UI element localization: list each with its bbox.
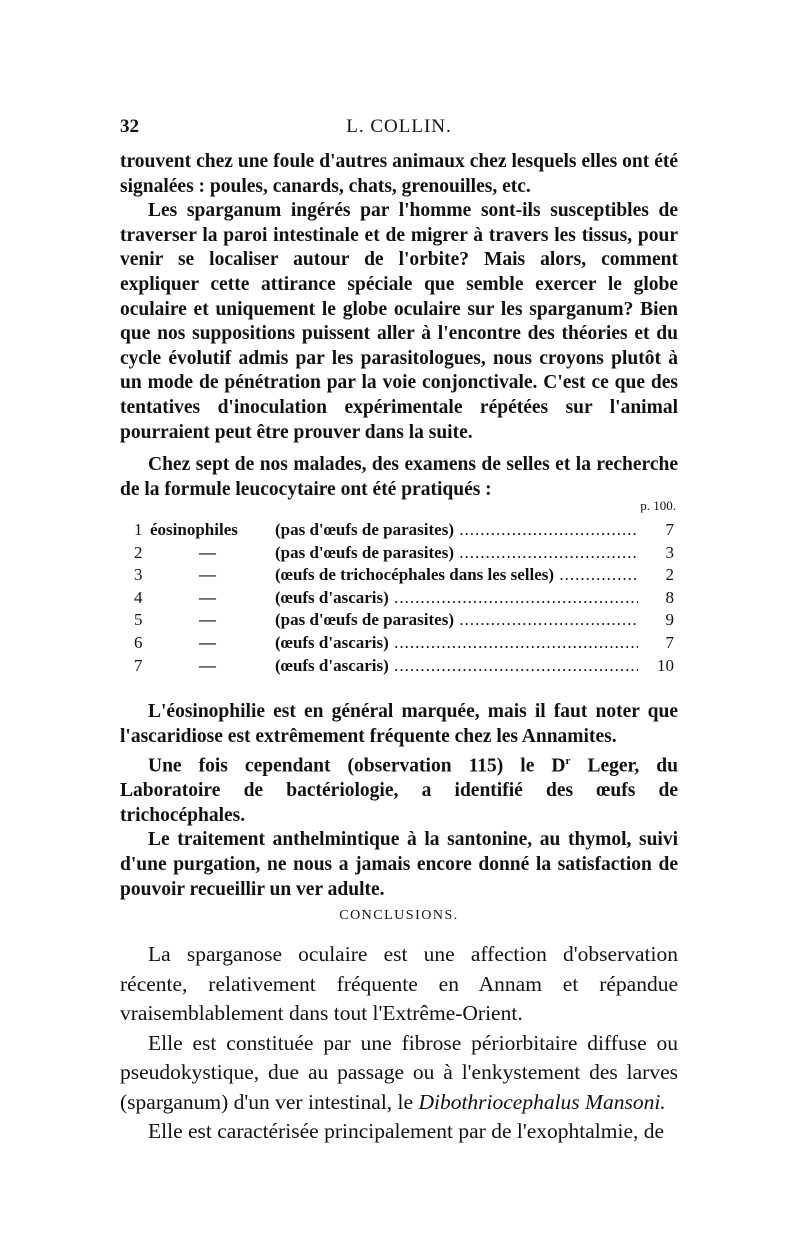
row-value: 2 (665, 565, 674, 585)
row-number: 1 (134, 520, 143, 539)
row-description: (œufs d'ascaris) ..... (275, 656, 638, 676)
row-value: 9 (665, 610, 674, 630)
row-ditto-dash: — (199, 565, 216, 585)
page-header (120, 116, 678, 142)
running-title: L. COLLIN. (346, 116, 452, 137)
row-description: (œufs d'ascaris) ..... (275, 588, 638, 608)
species-name: Dibothriocephalus Mansoni. (418, 1089, 666, 1114)
row-value: 3 (665, 542, 674, 562)
row-description: (pas d'œufs de parasites) ..... (275, 520, 638, 540)
table-row (120, 633, 678, 656)
paragraph-sparganum-migration: Les sparganum ingérés par l'homme sont-ils susceptibles de traverser la paroi intestinale et de migrer à travers les tissus, pour venir se localiser autour de l'orbite? Mais alors, comment expliquer cette attirance spéciale que semble exercer le globe oculaire et uniquement le globe oculaire sur les sparganum? Bien que nos suppositions puissent aller à l'encontre des théories et du cycle évolutif admis par les parasitologues, nous croyons plutôt à un mode de pénétration par la voie conjonctivale. C'est ce que des tentatives d'inoculation expérimentale répétées sur l'animal pourraient peut être prouver dans la suite. (120, 200, 678, 443)
conclusion-paragraph: La sparganose oculaire est une affection d'observation récente, relativement fréquente en Annam et répandue vraisemblablement dans tout l'Extrême-Orient. (120, 942, 678, 1025)
row-number: 7 (134, 655, 143, 675)
row-value: 7 (665, 520, 674, 539)
row-value: 8 (665, 587, 674, 607)
conclusion-paragraph: Elle est caractérisée principalement par de l'exophtalmie, de (148, 1119, 665, 1143)
conclusions-text (120, 940, 678, 1147)
row-ditto-dash: — (199, 632, 216, 652)
row-ditto-dash: — (199, 587, 216, 607)
table-row (120, 610, 678, 633)
paragraph-continuation: trouvent chez une foule d'autres animaux chez lesquels elles ont été signalées : poules, canards, chats, grenouilles, etc. (120, 151, 678, 197)
table-unit: p. 100. (640, 498, 676, 513)
paragraph-observation: Une fois cependant (observation 115) le $D^r$ Leger, du Laboratoire de bactériologie, a identifié des œufs de trichocéphales. (120, 755, 678, 826)
eosinophil-table (120, 498, 678, 678)
paragraph-eosinophilia: L'éosinophilie est en général marquée, mais il faut noter que l'ascaridiose est extrêmement fréquente chez les Annamites. (120, 701, 678, 747)
table-row (120, 565, 678, 588)
row-label: éosinophiles (150, 520, 238, 539)
body-text-top (120, 150, 678, 502)
row-value: 10 (657, 655, 674, 675)
row-ditto-dash: — (199, 655, 216, 675)
row-number: 6 (134, 632, 143, 652)
row-description: (pas d'œufs de parasites) ..... (275, 543, 638, 563)
page-number: 32 (120, 116, 139, 137)
table-row (120, 520, 678, 543)
row-description: (œufs de trichocéphales dans les selles) ..... (275, 565, 638, 585)
conclusion-paragraph: Elle est constituée par une fibrose périorbitaire diffuse ou pseudokystique, due au passage ou à l'enkystement des larves (sparganum) d'un ver intestinal, le Dibothriocephalus Mansoni. (120, 1030, 678, 1114)
body-text-middle (120, 700, 678, 902)
row-number: 4 (134, 587, 143, 607)
table-row (120, 588, 678, 611)
row-description: (œufs d'ascaris) ..... (275, 633, 638, 653)
row-number: 5 (134, 610, 143, 630)
row-ditto-dash: — (199, 610, 216, 630)
row-description: (pas d'œufs de parasites) ..... (275, 610, 638, 630)
paragraph-treatment: Le traitement anthelmintique à la santonine, au thymol, suivi d'une purgation, ne nous a jamais encore donné la satisfaction de pouvoir recueillir un ver adulte. (120, 829, 678, 900)
table-row (120, 543, 678, 566)
row-ditto-dash: — (199, 542, 216, 562)
section-title-conclusions: CONCLUSIONS. (339, 908, 459, 923)
row-number: 3 (134, 565, 143, 585)
table-row (120, 656, 678, 679)
row-number: 2 (134, 542, 143, 562)
paragraph-examinations: Chez sept de nos malades, des examens de selles et la recherche de la formule leucocytaire ont été pratiqués : (120, 454, 678, 500)
row-value: 7 (665, 632, 674, 652)
